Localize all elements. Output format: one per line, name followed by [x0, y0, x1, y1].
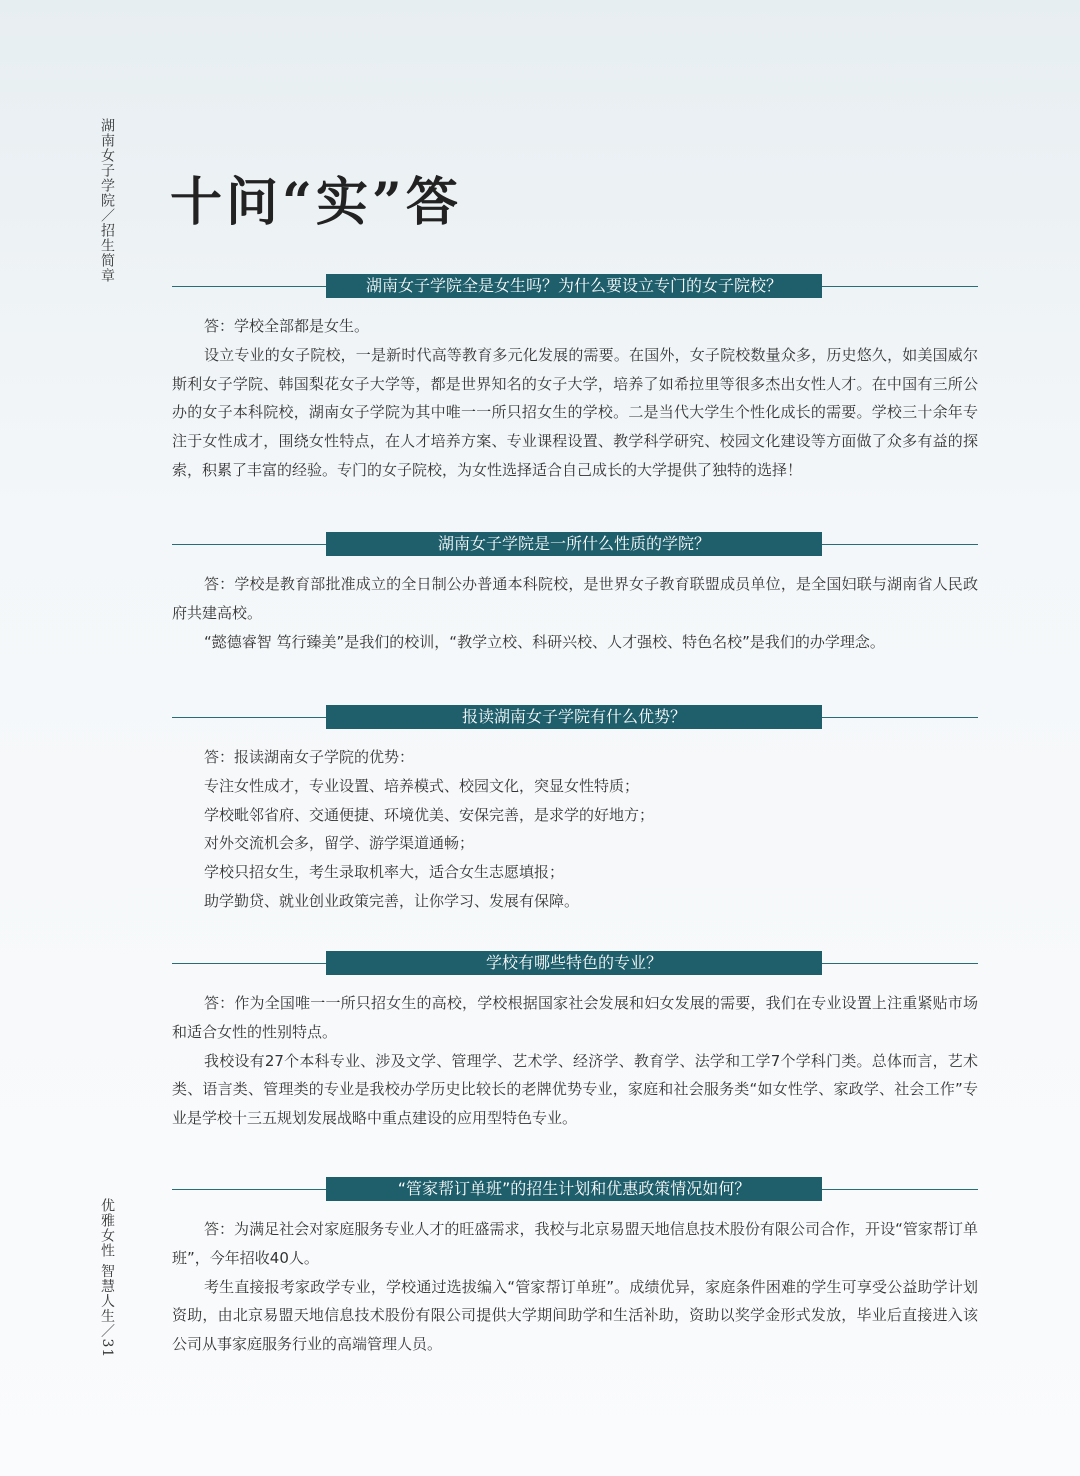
qa-section-4: [172, 951, 978, 1133]
question-title: 报读湖南女子学院有什么优势？: [326, 705, 822, 729]
answer-paragraph: “懿德睿智 笃行臻美”是我们的校训，“教学立校、科研兴校、人才强校、特色名校”是我们的办学理念。: [204, 632, 885, 651]
answer-line: 助学勤贷、就业创业政策完善，让你学习、发展有保障。: [204, 891, 580, 910]
question-title: 湖南女子学院是一所什么性质的学院？: [326, 532, 822, 556]
question-title: 学校有哪些特色的专业？: [326, 951, 822, 975]
answer-line: 学校毗邻省府、交通便捷、环境优美、安保完善，是求学的好地方；: [204, 805, 655, 824]
answer-body: [172, 312, 978, 485]
answer-paragraph: 答：学校是教育部批准成立的全日制公办普通本科院校，是世界女子教育联盟成员单位，是全国妇联与湖南省人民政府共建高校。: [172, 575, 978, 622]
answer-line: 答：报读湖南女子学院的优势：: [204, 748, 415, 766]
answer-paragraph: 答：为满足社会对家庭服务专业人才的旺盛需求，我校与北京易盟天地信息技术股份有限公司合作，开设“管家帮订单班”，今年招收40人。: [172, 1220, 978, 1267]
question-title: 湖南女子学院全是女生吗？为什么要设立专门的女子院校？: [326, 274, 822, 298]
answer-line: 对外交流机会多，留学、游学渠道通畅；: [204, 834, 475, 853]
answer-paragraph: 考生直接报考家政学专业，学校通过选拔编入“管家帮订单班”。成绩优异，家庭条件困难的学生可享受公益助学计划资助，由北京易盟天地信息技术股份有限公司提供大学期间助学和生活补助，资助以奖学金形式发放，毕业后直接进入该公司从事家庭服务行业的高端管理人员。: [172, 1277, 978, 1354]
side-caption-bottom: 优雅女性 智慧人生／31: [99, 1198, 115, 1359]
answer-body: [172, 1215, 978, 1359]
question-header: [172, 951, 978, 977]
answer-paragraph: 答：学校全部都是女生。: [204, 317, 370, 335]
answer-line: 专注女性成才，专业设置、培养模式、校园文化，突显女性特质；: [204, 776, 640, 795]
page-title: 十问“实”答: [170, 172, 462, 233]
qa-section-2: [172, 532, 978, 656]
qa-section-1: [172, 274, 978, 485]
question-header: [172, 705, 978, 731]
question-header: [172, 1177, 978, 1203]
question-header: [172, 532, 978, 558]
answer-body: [172, 570, 978, 656]
qa-section-3: [172, 705, 978, 916]
side-caption-top: 湖南女子学院／招生简章: [99, 118, 115, 283]
answer-paragraph: 答：作为全国唯一一所只招女生的高校，学校根据国家社会发展和妇女发展的需要，我们在专业设置上注重紧贴市场和适合女性的性别特点。: [172, 994, 978, 1041]
answer-body: [172, 743, 978, 916]
answer-paragraph: 我校设有27个本科专业、涉及文学、管理学、艺术学、经济学、教育学、法学和工学7个学科门类。总体而言，艺术类、语言类、管理类的专业是我校办学历史比较长的老牌优势专业，家庭和社会服务类“如女性学、家政学、社会工作”专业是学校十三五规划发展战略中重点建设的应用型特色专业。: [172, 1051, 978, 1128]
answer-line: 学校只招女生，考生录取机率大，适合女生志愿填报；: [204, 863, 565, 882]
question-title: “管家帮订单班”的招生计划和优惠政策情况如何？: [326, 1177, 822, 1201]
question-header: [172, 274, 978, 300]
answer-body: [172, 989, 978, 1133]
qa-section-5: [172, 1177, 978, 1359]
answer-paragraph: 设立专业的女子院校，一是新时代高等教育多元化发展的需要。在国外，女子院校数量众多，历史悠久，如美国威尔斯利女子学院、韩国梨花女子大学等，都是世界知名的女子大学，培养了如希拉里等很多杰出女性人才。在中国有三所公办的女子本科院校，湖南女子学院为其中唯一一所只招女生的学校。二是当代大学生个性化成长的需要。学校三十余年专注于女性成才，围绕女性特点，在人才培养方案、专业课程设置、教学科学研究、校园文化建设等方面做了众多有益的探索，积累了丰富的经验。专门的女子院校，为女性选择适合自己成长的大学提供了独特的选择！: [172, 345, 978, 479]
